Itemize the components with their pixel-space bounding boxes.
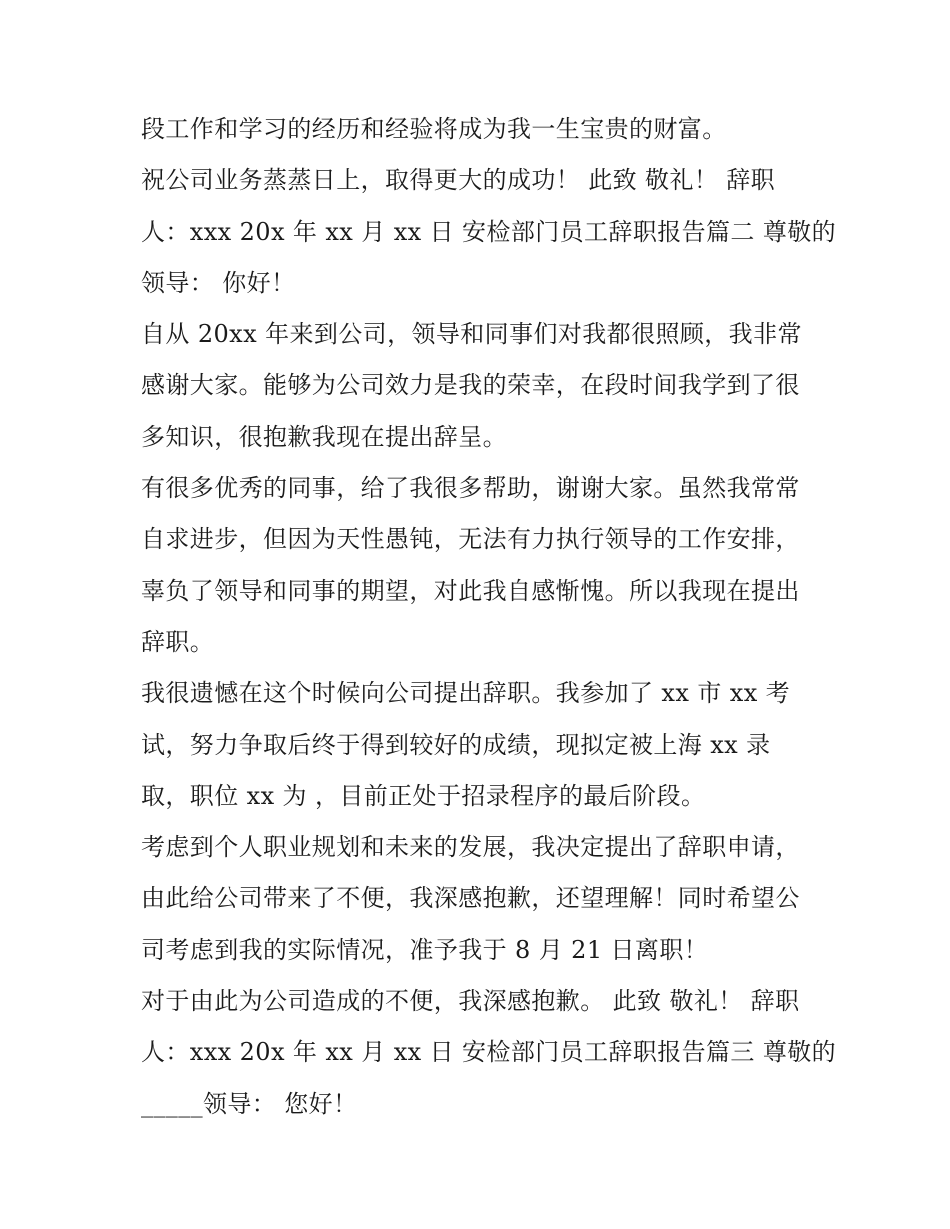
text-line-2: 祝公司业务蒸蒸日上，取得更大的成功！ 此致 敬礼！ 辞职 (141, 166, 776, 195)
text-line-11: 辞职。 (141, 627, 215, 656)
text-line-14: 取，职位 xx 为 ，目前正处于招录程序的最后阶段。 (141, 781, 706, 810)
text-line-12: 我很遗憾在这个时候向公司提出辞职。我参加了 xx 市 xx 考 (141, 679, 791, 708)
text-line-16: 由此给公司带来了不便，我深感抱歉，还望理解！同时希望公 (141, 884, 800, 913)
text-line-9: 自求进步，但因为天性愚钝，无法有力执行领导的工作安排， (141, 525, 800, 554)
text-line-20: _____领导： 您好！ (141, 1089, 358, 1118)
text-line-18: 对于由此为公司造成的不便，我深感抱歉。 此致 敬礼！ 辞职 (141, 987, 800, 1016)
text-line-15: 考虑到个人职业规划和未来的发展，我决定提出了辞职申请， (141, 833, 800, 862)
text-line-17: 司考虑到我的实际情况，准予我于 8 月 21 日离职！ (141, 935, 709, 964)
text-line-8: 有很多优秀的同事，给了我很多帮助，谢谢大家。虽然我常常 (141, 474, 800, 503)
text-line-1: 段工作和学习的经历和经验将成为我一生宝贵的财富。 (141, 115, 727, 143)
text-line-5: 自从 20xx 年来到公司，领导和同事们对我都很照顾，我非常 (141, 320, 802, 349)
text-line-7: 多知识，很抱歉我现在提出辞呈。 (141, 422, 507, 451)
document-body (141, 104, 837, 1130)
text-line-10: 辜负了领导和同事的期望，对此我自感惭愧。所以我现在提出 (141, 576, 800, 605)
text-line-4: 领导： 你好！ (141, 268, 296, 297)
text-line-6: 感谢大家。能够为公司效力是我的荣幸，在段时间我学到了很 (141, 371, 800, 400)
text-line-19: 人：xxx 20x 年 xx 月 xx 日 安检部门员工辞职报告篇三 尊敬的 (141, 1038, 837, 1067)
text-line-13: 试，努力争取后终于得到较好的成绩，现拟定被上海 xx 录 (141, 730, 771, 759)
text-line-3: 人：xxx 20x 年 xx 月 xx 日 安检部门员工辞职报告篇二 尊敬的 (141, 217, 837, 246)
